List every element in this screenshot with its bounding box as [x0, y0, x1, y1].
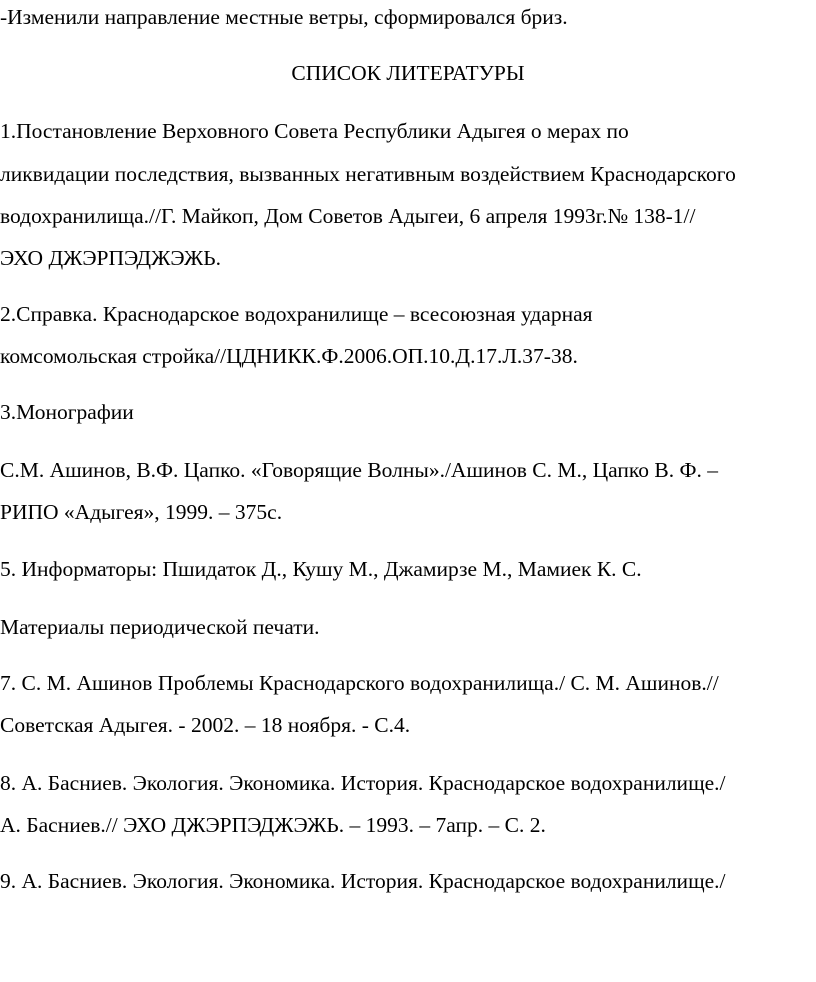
- reference-8-line-2: А. Басниев.// ЭХО ДЖЭРПЭДЖЭЖЬ. – 1993. – 7апр. – С. 2.: [0, 813, 546, 837]
- reference-6-line-1: Материалы периодической печати.: [0, 615, 320, 639]
- intro-line: -Изменили направление местные ветры, сформировался бриз.: [0, 5, 568, 29]
- reference-1-line-1: 1.Постановление Верховного Совета Республики Адыгея о мерах по: [0, 119, 629, 143]
- reference-2-line-2: комсомольская стройка//ЦДНИКК.Ф.2006.ОП.10.Д.17.Л.37-38.: [0, 344, 578, 368]
- reference-5-line-1: 5. Информаторы: Пшидаток Д., Кушу М., Джамирзе М., Мамиек К. С.: [0, 557, 642, 581]
- reference-7-line-1: 7. С. М. Ашинов Проблемы Краснодарского водохранилища./ С. М. Ашинов.//: [0, 671, 719, 695]
- reference-1-line-2: ликвидации последствия, вызванных негативным воздействием Краснодарского: [0, 162, 736, 186]
- reference-4-line-2: РИПО «Адыгея», 1999. – 375с.: [0, 500, 283, 524]
- reference-2-line-1: 2.Справка. Краснодарское водохранилище – всесоюзная ударная: [0, 302, 593, 326]
- page-title: СПИСОК ЛИТЕРАТУРЫ: [291, 61, 525, 85]
- reference-4-line-1: С.М. Ашинов, В.Ф. Цапко. «Говорящие Волны»./Ашинов С. М., Цапко В. Ф. –: [0, 458, 718, 482]
- reference-9-line-1: 9. А. Басниев. Экология. Экономика. История. Краснодарское водохранилище./: [0, 869, 726, 893]
- reference-7-line-2: Советская Адыгея. - 2002. – 18 ноября. - С.4.: [0, 713, 411, 737]
- reference-3-line-1: 3.Монографии: [0, 400, 134, 424]
- reference-1-line-4: ЭХО ДЖЭРПЭДЖЭЖЬ.: [0, 246, 222, 270]
- reference-8-line-1: 8. А. Басниев. Экология. Экономика. История. Краснодарское водохранилище./: [0, 771, 726, 795]
- reference-1-line-3: водохранилища.//Г. Майкоп, Дом Советов Адыгеи, 6 апреля 1993г.№ 138-1//: [0, 204, 696, 228]
